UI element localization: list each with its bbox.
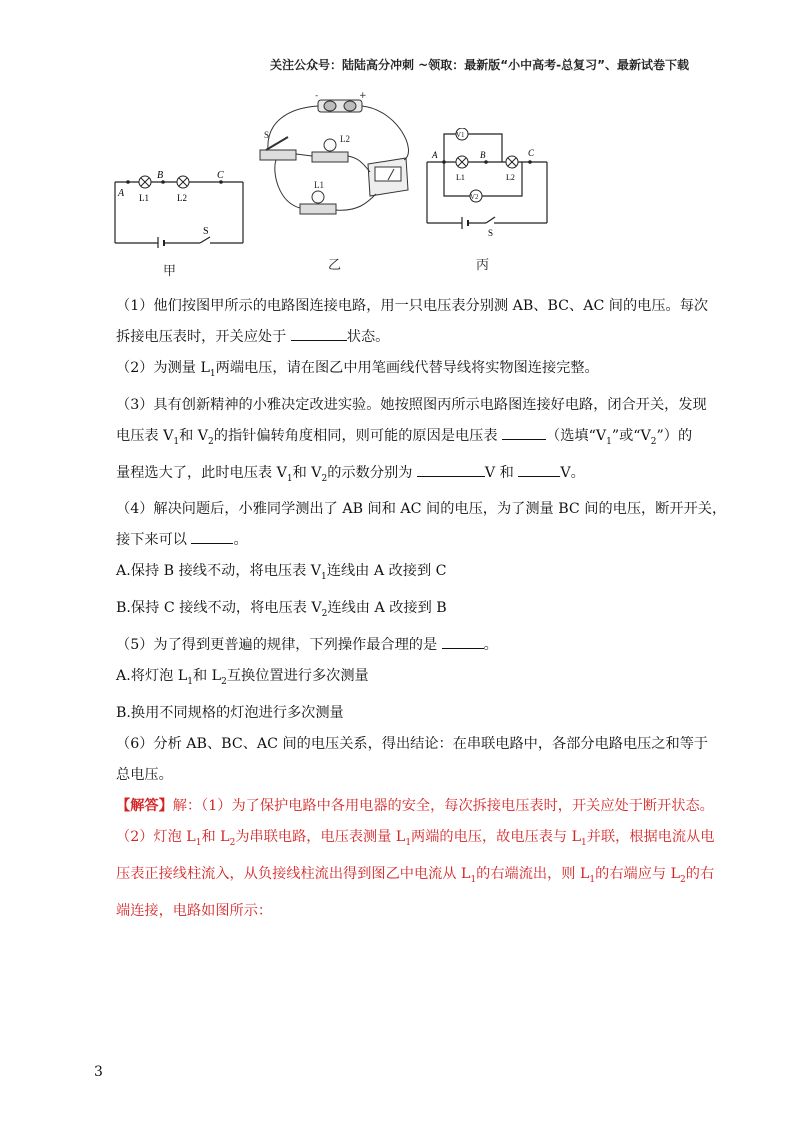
lamp-l1-symbol	[456, 156, 468, 168]
answer-line1: 【解答】解：（1）为了保护电路中各用电器的安全，每次拆接电压表时，开关应处于断开状态。	[116, 797, 714, 814]
page-header: 关注公众号：陆陆高分冲刺 ~领取：最新版“小中高考-总复习”、最新试卷下载	[270, 58, 689, 72]
battery-minus-sign: -	[315, 92, 319, 101]
figure-yi-physical	[258, 92, 418, 242]
voltmeter-v2-symbol	[470, 190, 482, 202]
lamp-l1-component	[300, 180, 336, 214]
point-b-label: B	[157, 170, 164, 181]
voltmeter-v1-label: V1	[456, 131, 465, 139]
point-a-label: A	[432, 150, 438, 160]
figure-bing-circuit	[422, 128, 552, 238]
q1-line2: 拆接电压表时，开关应处于 状态。	[116, 323, 716, 351]
lamp-l2-component	[312, 134, 350, 162]
figure-yi-label: 乙	[328, 258, 342, 273]
point-c-label: C	[217, 170, 224, 181]
q5-blank[interactable]	[442, 634, 484, 649]
answer-line4: 端连接，电路如图所示：	[116, 902, 273, 919]
q4-option-a: A.保持 B 接线不动，将电压表 $V_1$连线由 A 改接到 C	[116, 563, 447, 583]
lamp-l2-label: L2	[506, 173, 515, 182]
figures-row	[100, 88, 660, 278]
point-c-label: C	[528, 148, 535, 158]
q3-blank-v2[interactable]	[518, 462, 560, 477]
lamp-l1-symbol	[139, 176, 151, 188]
q4-blank[interactable]	[191, 529, 233, 544]
lamp-l2-label: L2	[340, 134, 350, 144]
q3-line2: 电压表 $V_1$和 $V_2$的指针偏转角度相同，则可能的原因是电压表 （选填“$V_1$”或“$V_2$”）的	[116, 422, 716, 456]
q6-line2: 总电压。	[116, 766, 173, 783]
question-content	[116, 292, 727, 928]
point-a-label: A	[118, 188, 125, 199]
q4-line1: （4）解决问题后，小雅同学测出了 AB 间和 AC 间的电压，为了测量 BC 间的电压，断开开关，	[116, 501, 727, 518]
lamp-l2-symbol	[177, 176, 189, 188]
voltmeter-component	[368, 158, 408, 196]
q2-line: （2）为测量 $L_1$两端电压，请在图乙中用笔画线代替导线将实物图连接完整。	[116, 360, 599, 379]
voltmeter-v2-label: V2	[470, 193, 479, 201]
lamp-l1-label: L1	[456, 173, 465, 182]
page-number: 3	[94, 1064, 103, 1080]
figure-jia-label: 甲	[163, 264, 177, 279]
q3-line1: （3）具有创新精神的小雅决定改进实验。她按照图丙所示电路图连接好电路，闭合开关，发现	[116, 396, 707, 413]
q5-stem: （5）为了得到更普遍的规律，下列操作最合理的是 。	[116, 631, 716, 659]
figure-bing-label: 丙	[476, 258, 490, 273]
lamp-l1-label: L1	[139, 193, 149, 203]
figure-jia-circuit	[110, 168, 250, 248]
battery-plus-sign: +	[359, 92, 367, 101]
q5-option-a: A.将灯泡 $L_1$和 $L_2$互换位置进行多次测量	[116, 668, 369, 687]
q1-blank[interactable]	[291, 326, 347, 341]
q4-option-b: B.保持 C 接线不动，将电压表 $V_2$连线由 A 改接到 B	[116, 600, 447, 620]
point-b-label: B	[480, 150, 486, 160]
lamp-l1-label: L1	[314, 180, 324, 190]
q6-line1: （6）分析 AB、BC、AC 间的电压关系，得出结论：在串联电路中，各部分电路电压之和等于	[116, 735, 709, 752]
switch-s-label: S	[203, 226, 209, 237]
battery-pack	[315, 92, 367, 112]
lamp-l2-label: L2	[177, 193, 187, 203]
voltmeter-v1-symbol	[456, 128, 468, 140]
answer-line2: （2）灯泡 $L_1$和 $L_2$为串联电路，电压表测量 $L_1$两端的电压，故电压表与 $L_1$并联，根据电流从电	[116, 828, 715, 848]
answer-line3: 压表正接线柱流入，从负接线柱流出得到图乙中电流从 $L_1$的右端流出，则 $L_1$的右端应与 $L_2$的右	[116, 865, 715, 885]
q4-line2: 接下来可以 。	[116, 526, 716, 554]
lamp-l2-symbol	[506, 156, 518, 168]
q3-blank-v1[interactable]	[417, 462, 485, 477]
q1-line1: （1）他们按图甲所示的电路图连接电路，用一只电压表分别测 AB、BC、AC 间的电压。每次	[116, 298, 709, 314]
switch-s-label: S	[488, 228, 494, 238]
switch-s-label: S	[264, 130, 270, 140]
answer-tag: 【解答】	[116, 797, 173, 814]
switch-component	[260, 130, 296, 160]
q3-blank-meter[interactable]	[502, 425, 546, 440]
q3-line3: 量程选大了，此时电压表 $V_1$和 $V_2$的示数分别为 V 和 V。	[116, 459, 716, 493]
q5-option-b: B.换用不同规格的灯泡进行多次测量	[116, 704, 344, 721]
